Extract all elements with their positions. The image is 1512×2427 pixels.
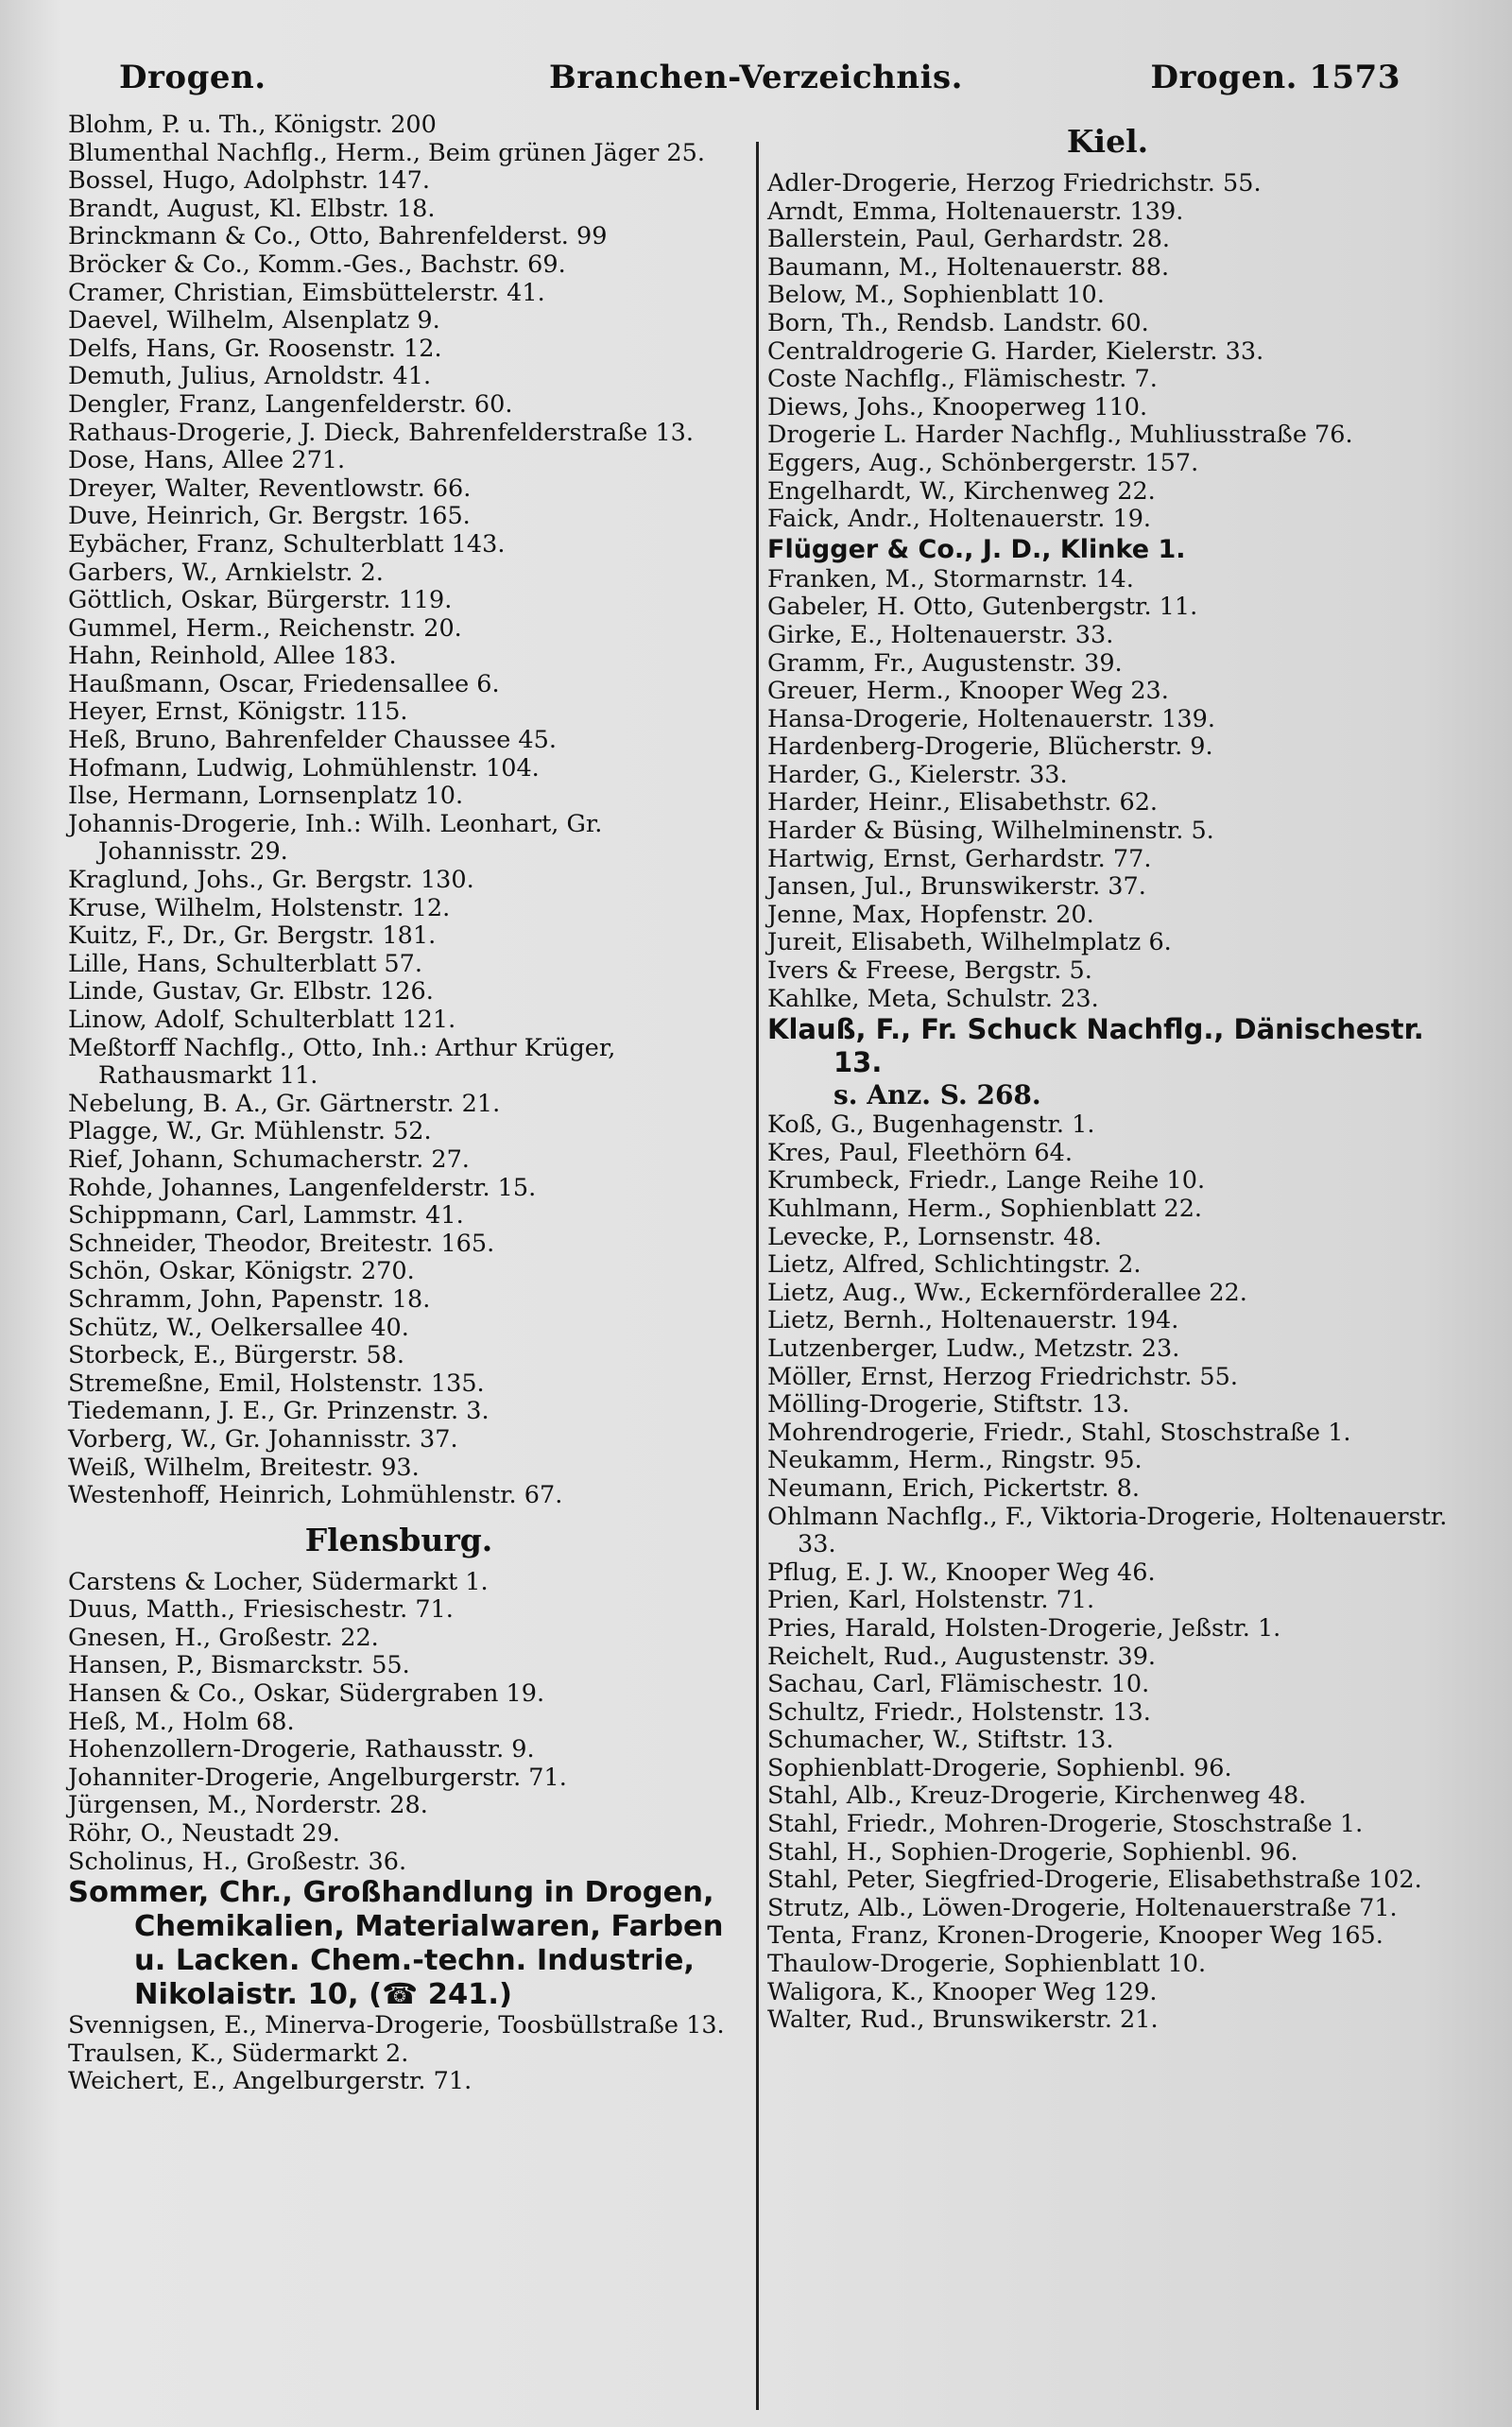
- directory-entry: Ohlmann Nachflg., F., Viktoria-Drogerie, Holtenauerstr. 33.: [767, 1502, 1448, 1559]
- directory-entry: Duve, Heinrich, Gr. Bergstr. 165.: [68, 502, 471, 531]
- directory-entry: Hofmann, Ludwig, Lohmühlenstr. 104.: [68, 753, 540, 783]
- directory-entry: Brinckmann & Co., Otto, Bahrenfelderst. 99: [68, 222, 608, 251]
- kiel-entry-list-a: [767, 170, 1448, 534]
- directory-entry: Haußmann, Oscar, Friedensallee 6.: [68, 669, 500, 698]
- directory-entry: Born, Th., Rendsb. Landstr. 60.: [767, 308, 1149, 337]
- directory-entry: Drogerie L. Harder Nachflg., Muhliusstraße 76.: [767, 421, 1353, 450]
- directory-entry: Hardenberg-Drogerie, Blücherstr. 9.: [767, 732, 1213, 762]
- directory-entry: Schön, Oskar, Königstr. 270.: [68, 1257, 415, 1286]
- directory-entry: Schumacher, W., Stiftstr. 13.: [767, 1726, 1114, 1755]
- directory-entry: Dose, Hans, Allee 271.: [68, 446, 346, 475]
- header-center: Branchen-Verzeichnis.: [548, 59, 963, 96]
- directory-entry: Meßtorff Nachflg., Otto, Inh.: Arthur Krüger, Rathausmarkt 11.: [68, 1033, 616, 1091]
- directory-entry: Heß, M., Holm 68.: [68, 1707, 295, 1736]
- directory-entry: Greuer, Herm., Knooper Weg 23.: [767, 677, 1169, 706]
- directory-entry: Carstens & Locher, Südermarkt 1.: [68, 1567, 489, 1596]
- directory-entry: Harder & Büsing, Wilhelminenstr. 5.: [767, 817, 1214, 846]
- kiel-entry-list-b: [767, 566, 1448, 1014]
- directory-entry: Möller, Ernst, Herzog Friedrichstr. 55.: [767, 1362, 1238, 1391]
- directory-entry: Hansen & Co., Oskar, Südergraben 19.: [68, 1679, 545, 1709]
- directory-entry: Adler-Drogerie, Herzog Friedrichstr. 55.: [767, 169, 1262, 198]
- directory-entry: Krumbeck, Friedr., Lange Reihe 10.: [767, 1166, 1206, 1196]
- directory-entry: Weiß, Wilhelm, Breitestr. 93.: [68, 1453, 420, 1482]
- directory-entry: Waligora, K., Knooper Weg 129.: [767, 1977, 1158, 2006]
- directory-entry: Röhr, O., Neustadt 29.: [68, 1819, 340, 1849]
- directory-entry: Hohenzollern-Drogerie, Rathausstr. 9.: [68, 1735, 535, 1764]
- flensburg-advertisement: Sommer, Chr., Großhandlung in Drogen, Chemikalien, Materialwaren, Farben u. Lacken. Chem.-techn. Industrie, Nikolaistr. 10, (☎ 241.): [68, 1876, 724, 2012]
- directory-entry: Ballerstein, Paul, Gerhardstr. 28.: [767, 225, 1171, 254]
- directory-entry: Jenne, Max, Hopfenstr. 20.: [767, 900, 1094, 929]
- directory-entry: Gnesen, H., Großestr. 22.: [68, 1623, 379, 1652]
- directory-entry: Johannis-Drogerie, Inh.: Wilh. Leonhart, Gr. Johannisstr. 29.: [68, 809, 603, 867]
- header-right: Drogen. 1573: [1150, 59, 1400, 96]
- directory-entry: Strutz, Alb., Löwen-Drogerie, Holtenauerstraße 71.: [767, 1893, 1398, 1922]
- directory-entry: Hartwig, Ernst, Gerhardstr. 77.: [767, 844, 1152, 873]
- directory-entry: Göttlich, Oskar, Bürgerstr. 119.: [68, 586, 453, 615]
- directory-entry: Linow, Adolf, Schulterblatt 121.: [68, 1006, 456, 1034]
- kiel-advertisement-reference: s. Anz. S. 268.: [833, 1079, 1041, 1111]
- directory-entry: Westenhoff, Heinrich, Lohmühlenstr. 67.: [68, 1481, 563, 1510]
- directory-entry: Girke, E., Holtenauerstr. 33.: [767, 620, 1114, 649]
- directory-entry: Neumann, Erich, Pickertstr. 8.: [767, 1473, 1140, 1503]
- directory-entry: Hahn, Reinhold, Allee 183.: [68, 642, 397, 671]
- directory-entry: Arndt, Emma, Holtenauerstr. 139.: [767, 197, 1184, 226]
- directory-entry: Gummel, Herm., Reichenstr. 20.: [68, 613, 462, 643]
- directory-entry: Jürgensen, M., Norderstr. 28.: [68, 1791, 428, 1820]
- flensburg-entry-list-after: [68, 2012, 730, 2096]
- directory-entry: Delfs, Hans, Gr. Roosenstr. 12.: [68, 334, 442, 363]
- directory-entry: Hansa-Drogerie, Holtenauerstr. 139.: [767, 704, 1215, 733]
- directory-entry: Neukamm, Herm., Ringstr. 95.: [767, 1446, 1143, 1475]
- directory-entry: Rathaus-Drogerie, J. Dieck, Bahrenfelderstraße 13.: [68, 418, 694, 447]
- directory-entry: Storbeck, E., Bürgerstr. 58.: [68, 1341, 404, 1370]
- directory-entry: Kahlke, Meta, Schulstr. 23.: [767, 984, 1099, 1013]
- directory-entry: Lietz, Bernh., Holtenauerstr. 194.: [767, 1306, 1179, 1335]
- directory-entry: Gramm, Fr., Augustenstr. 39.: [767, 648, 1123, 678]
- section-title-kiel: Kiel.: [1066, 123, 1149, 160]
- directory-entry: Coste Nachflg., Flämischestr. 7.: [767, 365, 1158, 394]
- directory-entry: Dreyer, Walter, Reventlowstr. 66.: [68, 473, 472, 503]
- directory-entry: Schultz, Friedr., Holstenstr. 13.: [767, 1697, 1151, 1727]
- directory-entry: Eybächer, Franz, Schulterblatt 143.: [68, 529, 506, 559]
- directory-entry: Brandt, August, Kl. Elbstr. 18.: [68, 194, 436, 223]
- directory-entry: Garbers, W., Arnkielstr. 2.: [68, 558, 384, 587]
- directory-entry: Dengler, Franz, Langenfelderstr. 60.: [68, 389, 513, 419]
- directory-entry: Ilse, Hermann, Lornsenplatz 10.: [68, 782, 464, 811]
- directory-entry: Stahl, Peter, Siegfried-Drogerie, Elisabethstraße 102.: [767, 1866, 1422, 1895]
- directory-entry: Ivers & Freese, Bergstr. 5.: [767, 956, 1092, 986]
- directory-entry: Duus, Matth., Friesischestr. 71.: [68, 1595, 454, 1625]
- directory-entry: Lutzenberger, Ludw., Metzstr. 23.: [767, 1334, 1180, 1363]
- directory-entry: Rohde, Johannes, Langenfelderstr. 15.: [68, 1173, 537, 1202]
- directory-entry: Harder, G., Kielerstr. 33.: [767, 760, 1068, 789]
- directory-entry: Walter, Rud., Brunswikerstr. 21.: [767, 2005, 1159, 2035]
- directory-entry: Heyer, Ernst, Königstr. 115.: [68, 697, 408, 727]
- directory-entry: Svennigsen, E., Minerva-Drogerie, Toosbüllstraße 13.: [68, 2011, 725, 2040]
- directory-entry: Engelhardt, W., Kirchenweg 22.: [767, 476, 1156, 506]
- directory-entry: Schramm, John, Papenstr. 18.: [68, 1284, 431, 1314]
- directory-entry: Kres, Paul, Fleethörn 64.: [767, 1138, 1073, 1167]
- kiel-bold-entry: Flügger & Co., J. D., Klinke 1.: [767, 534, 1186, 564]
- directory-entry: Harder, Heinr., Elisabethstr. 62.: [767, 788, 1159, 818]
- right-column: [767, 112, 1448, 2035]
- directory-entry: Demuth, Julius, Arnoldstr. 41.: [68, 362, 432, 391]
- directory-entry: Stahl, Alb., Kreuz-Drogerie, Kirchenweg 48.: [767, 1782, 1307, 1811]
- directory-entry: Pflug, E. J. W., Knooper Weg 46.: [767, 1558, 1156, 1587]
- left-entry-list: [68, 112, 730, 1510]
- directory-entry: Traulsen, K., Südermarkt 2.: [68, 2039, 409, 2068]
- directory-entry: Vorberg, W., Gr. Johannisstr. 37.: [68, 1424, 458, 1454]
- directory-entry: Lille, Hans, Schulterblatt 57.: [68, 949, 422, 978]
- directory-entry: Schippmann, Carl, Lammstr. 41.: [68, 1201, 464, 1231]
- directory-entry: Linde, Gustav, Gr. Elbstr. 126.: [68, 977, 434, 1007]
- directory-entry: Plagge, W., Gr. Mühlenstr. 52.: [68, 1117, 432, 1146]
- directory-entry: Hansen, P., Bismarckstr. 55.: [68, 1651, 410, 1680]
- directory-entry: Pries, Harald, Holsten-Drogerie, Jeßstr. 1.: [767, 1613, 1281, 1643]
- directory-entry: Lietz, Aug., Ww., Eckernförderallee 22.: [767, 1278, 1247, 1307]
- directory-entry: Kuhlmann, Herm., Sophienblatt 22.: [767, 1195, 1203, 1223]
- directory-entry: Franken, M., Stormarnstr. 14.: [767, 564, 1134, 594]
- directory-entry: Centraldrogerie G. Harder, Kielerstr. 33.: [767, 336, 1264, 366]
- directory-entry: Levecke, P., Lornsenstr. 48.: [767, 1222, 1102, 1251]
- directory-entry: Mölling-Drogerie, Stiftstr. 13.: [767, 1390, 1130, 1420]
- directory-entry: Eggers, Aug., Schönbergerstr. 157.: [767, 448, 1199, 477]
- directory-entry: Faick, Andr., Holtenauerstr. 19.: [767, 505, 1152, 534]
- kiel-advertisement: Klauß, F., Fr. Schuck Nachflg., Dänischestr. 13.: [767, 1013, 1424, 1079]
- directory-entry: Below, M., Sophienblatt 10.: [767, 281, 1105, 310]
- directory-entry: Rief, Johann, Schumacherstr. 27.: [68, 1145, 470, 1174]
- directory-entry: Sophienblatt-Drogerie, Sophienbl. 96.: [767, 1753, 1232, 1782]
- directory-entry: Stahl, Friedr., Mohren-Drogerie, Stoschstraße 1.: [767, 1810, 1364, 1839]
- directory-entry: Bröcker & Co., Komm.-Ges., Bachstr. 69.: [68, 250, 566, 279]
- directory-entry: Jureit, Elisabeth, Wilhelmplatz 6.: [767, 928, 1172, 957]
- directory-entry: Sachau, Carl, Flämischestr. 10.: [767, 1670, 1150, 1699]
- directory-entry: Schütz, W., Oelkersallee 40.: [68, 1313, 409, 1342]
- directory-entry: Nebelung, B. A., Gr. Gärtnerstr. 21.: [68, 1089, 501, 1118]
- kiel-entry-list-c: [767, 1111, 1448, 2035]
- flensburg-entry-list: [68, 1569, 730, 1877]
- directory-entry: Blohm, P. u. Th., Königstr. 200: [68, 111, 437, 139]
- directory-entry: Mohrendrogerie, Friedr., Stahl, Stoschstraße 1.: [767, 1418, 1351, 1447]
- directory-entry: Koß, G., Bugenhagenstr. 1.: [767, 1110, 1095, 1140]
- directory-entry: Reichelt, Rud., Augustenstr. 39.: [767, 1642, 1157, 1671]
- directory-entry: Blumenthal Nachflg., Herm., Beim grünen Jäger 25.: [68, 138, 705, 167]
- directory-entry: Kraglund, Johs., Gr. Bergstr. 130.: [68, 866, 474, 895]
- directory-entry: Stahl, H., Sophien-Drogerie, Sophienbl. 96.: [767, 1837, 1298, 1867]
- directory-entry: Stremeßne, Emil, Holstenstr. 135.: [68, 1368, 485, 1398]
- directory-entry: Diews, Johs., Knooperweg 110.: [767, 392, 1148, 422]
- directory-entry: Weichert, E., Angelburgerstr. 71.: [68, 2067, 472, 2096]
- directory-entry: Baumann, M., Holtenauerstr. 88.: [767, 252, 1170, 282]
- directory-entry: Johanniter-Drogerie, Angelburgerstr. 71.: [68, 1763, 567, 1792]
- column-divider: [756, 142, 759, 2410]
- directory-entry: Heß, Bruno, Bahrenfelder Chaussee 45.: [68, 726, 557, 755]
- section-title-flensburg: Flensburg.: [304, 1521, 493, 1558]
- directory-entry: Gabeler, H. Otto, Gutenbergstr. 11.: [767, 593, 1198, 622]
- directory-entry: Prien, Karl, Holstenstr. 71.: [767, 1586, 1095, 1615]
- directory-entry: Bossel, Hugo, Adolphstr. 147.: [68, 166, 430, 196]
- directory-entry: Daevel, Wilhelm, Alsenplatz 9.: [68, 306, 440, 336]
- header-left: Drogen.: [119, 59, 266, 96]
- left-column: [68, 112, 730, 2096]
- directory-entry: Thaulow-Drogerie, Sophienblatt 10.: [767, 1950, 1207, 1979]
- directory-entry: Kuitz, F., Dr., Gr. Bergstr. 181.: [68, 921, 437, 951]
- directory-entry: Lietz, Alfred, Schlichtingstr. 2.: [767, 1250, 1142, 1280]
- directory-entry: Kruse, Wilhelm, Holstenstr. 12.: [68, 893, 451, 922]
- directory-entry: Cramer, Christian, Eimsbüttelerstr. 41.: [68, 278, 545, 307]
- directory-entry: Scholinus, H., Großestr. 36.: [68, 1847, 407, 1876]
- directory-entry: Tiedemann, J. E., Gr. Prinzenstr. 3.: [68, 1397, 490, 1426]
- directory-entry: Jansen, Jul., Brunswikerstr. 37.: [767, 872, 1146, 902]
- directory-entry: Tenta, Franz, Kronen-Drogerie, Knooper Weg 165.: [767, 1921, 1383, 1951]
- directory-entry: Schneider, Theodor, Breitestr. 165.: [68, 1229, 495, 1258]
